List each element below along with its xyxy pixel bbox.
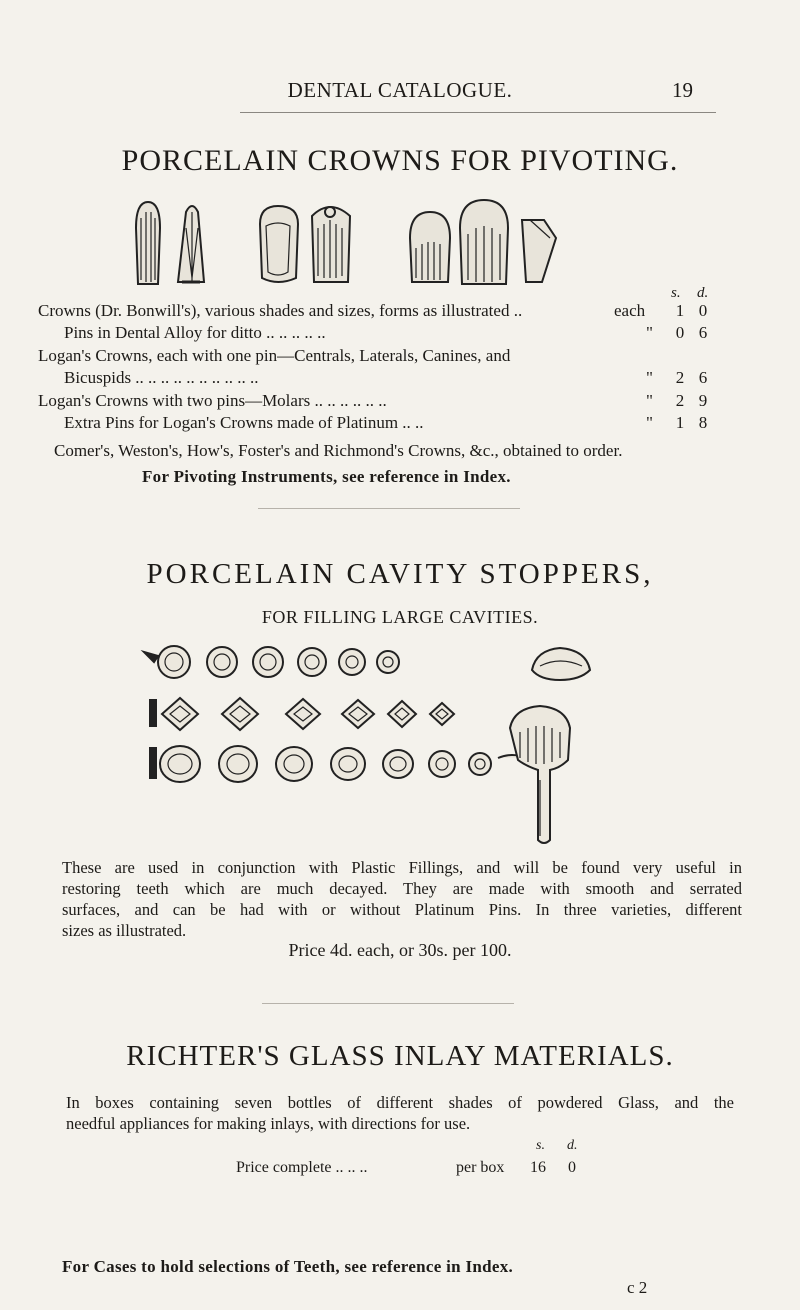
crowns-order-note: Comer's, Weston's, How's, Foster's and Richmond's Crowns, &c., obtained to order. <box>54 441 623 460</box>
stopper-row-diamond <box>150 698 454 730</box>
price-pence: 0 <box>698 301 708 320</box>
price-row <box>0 346 800 368</box>
stopper-row-round <box>144 646 399 678</box>
ditto-mark: " <box>646 413 653 432</box>
crown-figure <box>178 206 204 282</box>
running-head <box>0 78 800 108</box>
header-rule <box>240 112 716 113</box>
inlay-description <box>66 1092 734 1134</box>
crown-figure <box>136 202 160 284</box>
tooth-with-roots-illustration <box>498 706 570 843</box>
inlay-price-label: Price complete .. .. .. <box>236 1159 368 1176</box>
item-description: Logan's Crowns with two pins—Molars .. .. .. .. .. .. <box>38 391 387 410</box>
price-row <box>0 413 800 435</box>
tooth-crown-illustration <box>532 648 590 680</box>
pivoting-instruments-reference: For Pivoting Instruments, see reference in Index. <box>142 467 511 486</box>
item-description: Extra Pins for Logan's Crowns made of Platinum .. .. <box>64 413 424 432</box>
item-description: Crowns (Dr. Bonwill's), various shades and sizes, forms as illustrated .. <box>38 301 523 320</box>
price-shillings: 1 <box>675 413 685 432</box>
ditto-mark: " <box>646 323 653 342</box>
stoppers-section-title: PORCELAIN CAVITY STOPPERS, <box>146 558 654 590</box>
price-shillings: 2 <box>675 368 685 387</box>
item-description: Pins in Dental Alloy for ditto .. .. .. .. .. <box>64 323 326 342</box>
price-row <box>0 391 800 413</box>
pence-column-head: d. <box>697 285 709 301</box>
crown-figure <box>410 212 450 282</box>
stoppers-price: Price 4d. each, or 30s. per 100. <box>288 940 512 960</box>
item-description: Logan's Crowns, each with one pin—Centrals, Laterals, Canines, and <box>38 346 511 365</box>
price-row <box>0 301 800 323</box>
page-number: 19 <box>672 78 693 102</box>
paragraph-line: restoring teeth which are much decayed. They are made with smooth and serrated <box>62 879 742 898</box>
stoppers-subtitle: FOR FILLING LARGE CAVITIES. <box>261 607 539 627</box>
running-title: DENTAL CATALOGUE. <box>287 78 513 102</box>
inlay-section-title: RICHTER'S GLASS INLAY MATERIALS. <box>126 1040 674 1072</box>
cases-reference: For Cases to hold selections of Teeth, see reference in Index. <box>62 1257 514 1276</box>
section-divider <box>258 508 520 509</box>
crown-figure <box>260 206 298 282</box>
crown-figure <box>312 207 350 282</box>
inlay-pence-head: d. <box>567 1138 578 1153</box>
ditto-mark: " <box>646 368 653 387</box>
crown-figure <box>460 200 508 284</box>
price-unit: each <box>614 301 646 320</box>
paragraph-line: surfaces, and can be had with or without Platinum Pins. In three varieties, different <box>62 900 742 919</box>
section-divider <box>262 1003 514 1004</box>
price-pence: 6 <box>698 323 708 342</box>
inlay-shillings-head: s. <box>536 1138 545 1153</box>
paragraph-line: These are used in conjunction with Plastic Fillings, and will be found very useful in <box>62 858 742 877</box>
inlay-price-shillings: 16 <box>530 1159 546 1176</box>
crown-figure <box>522 220 556 282</box>
price-row <box>0 368 800 390</box>
stopper-row-oval <box>150 746 491 782</box>
shillings-column-head: s. <box>671 285 681 301</box>
paragraph-line: sizes as illustrated. <box>62 921 187 940</box>
price-pence: 9 <box>698 391 708 410</box>
cavity-stoppers-illustration <box>140 640 670 850</box>
item-description: Bicuspids .. .. .. .. .. .. .. .. .. .. <box>64 368 259 387</box>
paragraph-line: In boxes containing seven bottles of different shades of powdered Glass, and the <box>66 1093 734 1112</box>
price-pence: 6 <box>698 368 708 387</box>
crowns-illustration <box>130 198 650 290</box>
inlay-price-pence: 0 <box>568 1159 576 1176</box>
price-shillings: 1 <box>675 301 685 320</box>
price-shillings: 2 <box>675 391 685 410</box>
price-row <box>0 323 800 345</box>
signature-mark: c 2 <box>627 1278 648 1297</box>
price-pence: 8 <box>698 413 708 432</box>
paragraph-line: needful appliances for making inlays, with directions for use. <box>66 1114 471 1133</box>
crowns-section-title: PORCELAIN CROWNS FOR PIVOTING. <box>121 144 679 177</box>
stoppers-description <box>62 857 742 941</box>
ditto-mark: " <box>646 391 653 410</box>
inlay-price-unit: per box <box>456 1159 505 1176</box>
price-shillings: 0 <box>675 323 685 342</box>
